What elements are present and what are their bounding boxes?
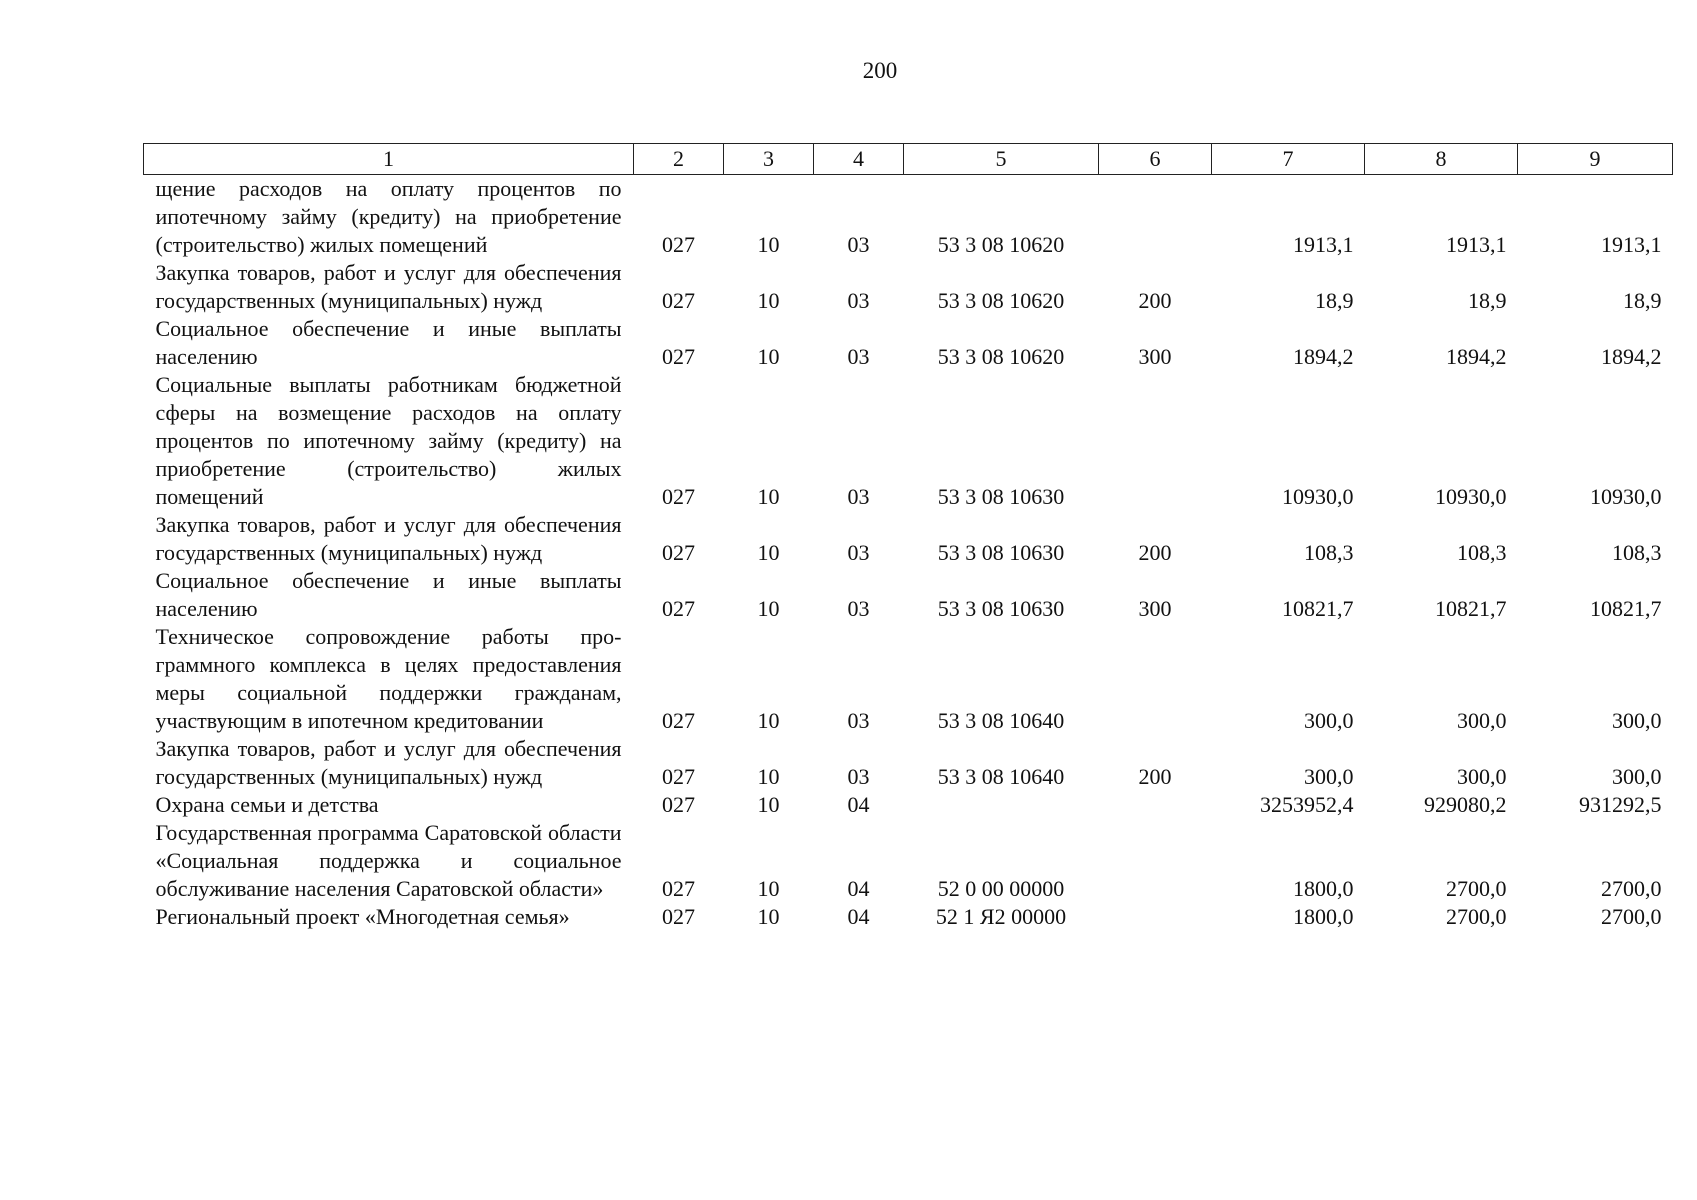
section-code-cell: 10 (757, 540, 780, 565)
target-article-cell: 53 3 08 10630 (937, 484, 1065, 509)
amount-col-8-cell: 1894,2 (1446, 344, 1507, 369)
amount-col-7-cell: 1894,2 (1293, 344, 1354, 369)
amount-col-9-cell: 1913,1 (1601, 232, 1662, 257)
ministry-code-cell: 027 (662, 708, 695, 733)
ministry-code-cell: 027 (662, 288, 695, 313)
target-article-cell: 53 3 08 10620 (937, 232, 1065, 257)
description-cell: Социальные выплаты работникам бюджетной сферы на возмещение расходов на оплату процентов по ипотечному займу (кредиту) на приобретение (строительство) жилых помещений (155, 372, 622, 509)
subsection-code-cell: 03 (847, 288, 870, 313)
description-cell: Государственная программа Саратовской области «Социальная поддержка и социальное обслуживание населения Саратовской области» (155, 820, 622, 901)
subsection-code-cell: 03 (847, 540, 870, 565)
amount-col-9-cell: 18,9 (1623, 288, 1662, 313)
description-cell: Охрана семьи и детства (155, 792, 379, 817)
header-col-6: 6 (1099, 144, 1212, 175)
header-col-4: 4 (814, 144, 904, 175)
section-code-cell: 10 (757, 344, 780, 369)
table-body (144, 175, 1673, 932)
amount-col-8-cell: 10930,0 (1435, 484, 1507, 509)
amount-col-7-cell: 300,0 (1304, 708, 1354, 733)
table-row (144, 903, 1673, 931)
expense-type-cell: 200 (1138, 764, 1172, 789)
amount-col-7-cell: 108,3 (1304, 540, 1354, 565)
ministry-code-cell: 027 (662, 540, 695, 565)
section-code-cell: 10 (757, 876, 780, 901)
amount-col-9-cell: 300,0 (1612, 764, 1662, 789)
expense-type-cell (1099, 175, 1212, 260)
description-cell: щение расходов на оплату процентов по ипотечному займу (кредиту) на приобретение (строительство) жилых помещений (155, 176, 622, 257)
amount-col-7-cell: 1800,0 (1293, 876, 1354, 901)
description-cell: Техническое сопровождение работы программного комплекса в целях предоставления меры социальной поддержки гражданам, участвующим в ипотечном кредитовании (155, 624, 622, 733)
expense-type-cell: 300 (1138, 596, 1172, 621)
subsection-code-cell: 04 (847, 904, 870, 929)
subsection-code-cell: 03 (847, 764, 870, 789)
description-cell: Социальное обеспечение и иные выплаты населению (155, 316, 622, 369)
amount-col-7-cell: 1800,0 (1293, 904, 1354, 929)
header-col-2: 2 (634, 144, 724, 175)
header-col-3: 3 (724, 144, 814, 175)
table-row (144, 511, 1673, 567)
subsection-code-cell: 04 (847, 792, 870, 817)
target-article-cell: 53 3 08 10630 (937, 596, 1065, 621)
table-row (144, 819, 1673, 903)
subsection-code-cell: 04 (847, 876, 870, 901)
amount-col-8-cell: 2700,0 (1446, 876, 1507, 901)
target-article-cell: 53 3 08 10630 (937, 540, 1065, 565)
expense-type-cell (1099, 623, 1212, 735)
subsection-code-cell: 03 (847, 484, 870, 509)
amount-col-8-cell: 1913,1 (1446, 232, 1507, 257)
amount-col-8-cell: 18,9 (1468, 288, 1507, 313)
expense-type-cell (1099, 819, 1212, 903)
section-code-cell: 10 (757, 792, 780, 817)
section-code-cell: 10 (757, 904, 780, 929)
table-row (144, 567, 1673, 623)
subsection-code-cell: 03 (847, 708, 870, 733)
header-col-5: 5 (904, 144, 1099, 175)
subsection-code-cell: 03 (847, 344, 870, 369)
amount-col-8-cell: 2700,0 (1446, 904, 1507, 929)
header-col-1: 1 (144, 144, 634, 175)
amount-col-7-cell: 10930,0 (1282, 484, 1354, 509)
amount-col-9-cell: 931292,5 (1579, 792, 1662, 817)
expense-type-cell (1099, 791, 1212, 819)
target-article-cell: 53 3 08 10620 (937, 344, 1065, 369)
expense-type-cell: 200 (1138, 540, 1172, 565)
ministry-code-cell: 027 (662, 904, 695, 929)
expense-type-cell (1099, 371, 1212, 511)
amount-col-7-cell: 1913,1 (1293, 232, 1354, 257)
section-code-cell: 10 (757, 484, 780, 509)
amount-col-8-cell: 10821,7 (1435, 596, 1507, 621)
table-row (144, 371, 1673, 511)
page-number: 200 (862, 58, 898, 83)
target-article-cell: 52 0 00 00000 (937, 876, 1065, 901)
expense-type-cell (1099, 903, 1212, 931)
target-article-cell: 52 1 Я2 00000 (935, 904, 1067, 929)
amount-col-9-cell: 10930,0 (1590, 484, 1662, 509)
section-code-cell: 10 (757, 232, 780, 257)
subsection-code-cell: 03 (847, 232, 870, 257)
subsection-code-cell: 03 (847, 596, 870, 621)
ministry-code-cell: 027 (662, 232, 695, 257)
amount-col-8-cell: 929080,2 (1424, 792, 1507, 817)
table-row (144, 259, 1673, 315)
amount-col-9-cell: 108,3 (1612, 540, 1662, 565)
amount-col-9-cell: 1894,2 (1601, 344, 1662, 369)
ministry-code-cell: 027 (662, 596, 695, 621)
target-article-cell: 53 3 08 10640 (937, 708, 1065, 733)
table-row (144, 315, 1673, 371)
expense-type-cell: 300 (1138, 344, 1172, 369)
budget-table (143, 143, 1673, 931)
ministry-code-cell: 027 (662, 792, 695, 817)
amount-col-7-cell: 3253952,4 (1260, 792, 1354, 817)
amount-col-7-cell: 300,0 (1304, 764, 1354, 789)
amount-col-8-cell: 108,3 (1457, 540, 1507, 565)
ministry-code-cell: 027 (662, 344, 695, 369)
target-article-cell (904, 791, 1099, 819)
expense-type-cell: 200 (1138, 288, 1172, 313)
target-article-cell: 53 3 08 10640 (937, 764, 1065, 789)
target-article-cell: 53 3 08 10620 (937, 288, 1065, 313)
header-col-9: 9 (1518, 144, 1673, 175)
ministry-code-cell: 027 (662, 876, 695, 901)
description-cell: Закупка товаров, работ и услуг для обеспечения государственных (муниципальных) нужд (155, 736, 622, 789)
table-row (144, 623, 1673, 735)
description-cell: Региональный проект «Многодетная семья» (155, 904, 570, 929)
amount-col-9-cell: 2700,0 (1601, 904, 1662, 929)
header-row (144, 144, 1673, 175)
amount-col-7-cell: 18,9 (1315, 288, 1354, 313)
amount-col-7-cell: 10821,7 (1282, 596, 1354, 621)
ministry-code-cell: 027 (662, 484, 695, 509)
amount-col-8-cell: 300,0 (1457, 708, 1507, 733)
header-col-8: 8 (1365, 144, 1518, 175)
amount-col-8-cell: 300,0 (1457, 764, 1507, 789)
ministry-code-cell: 027 (662, 764, 695, 789)
amount-col-9-cell: 300,0 (1612, 708, 1662, 733)
table-row (144, 175, 1673, 260)
section-code-cell: 10 (757, 708, 780, 733)
table-row (144, 735, 1673, 791)
amount-col-9-cell: 10821,7 (1590, 596, 1662, 621)
header-col-7: 7 (1212, 144, 1365, 175)
section-code-cell: 10 (757, 288, 780, 313)
description-cell: Социальное обеспечение и иные выплаты населению (155, 568, 622, 621)
description-cell: Закупка товаров, работ и услуг для обеспечения государственных (муниципальных) нужд (155, 260, 622, 313)
description-cell: Закупка товаров, работ и услуг для обеспечения государственных (муниципальных) нужд (155, 512, 622, 565)
amount-col-9-cell: 2700,0 (1601, 876, 1662, 901)
section-code-cell: 10 (757, 596, 780, 621)
table-row (144, 791, 1673, 819)
section-code-cell: 10 (757, 764, 780, 789)
